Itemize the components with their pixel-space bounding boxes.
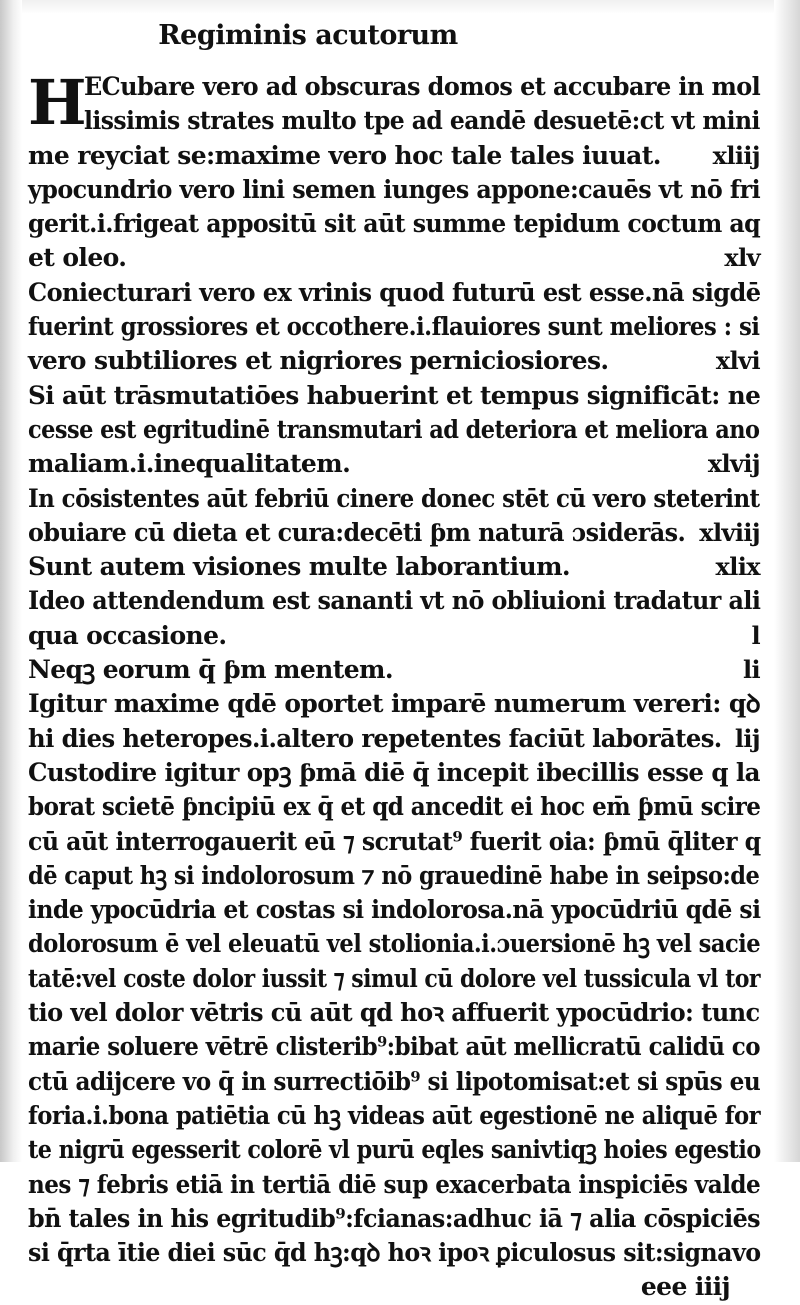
line-text: te nigrū egesserit colorē vl purū eqles sanivtiqꝫ hoies egestio [28,1135,761,1165]
printed-page [28,12,761,1302]
line-text: vero subtiliores et nigriores perniciosiores. [28,346,609,376]
aphorism-number: xliij [712,140,760,170]
aphorism-number: xlvi [715,346,760,376]
text-line [28,550,760,584]
text-line [28,1236,760,1270]
text-line [28,1168,760,1202]
text-line [28,962,760,996]
text-line [28,1099,760,1133]
line-text: Sunt autem visiones multe laborantium. [28,552,571,582]
aphorism-number: xlv [724,243,760,273]
line-text: Custodire igitur opꝫ ƥmā diē q̄ incepit ibecillis esse q la [28,757,760,787]
line-text: cū aūt interrogauerit eū ⁊ scrutat⁹ fuerit oia: ƥmū q̄liter q [28,826,761,856]
text-line [28,859,760,893]
signature-mark-line [28,1270,760,1304]
line-text: ypocundrio vero lini semen iunges appone:cauēs vt nō fri [28,174,761,204]
line-text: nes ⁊ febris etiā in tertiā diē sup exacerbata inspiciēs valde [28,1169,761,1199]
text-line [28,482,760,516]
line-text: Si aūt trāsmutatiōes habuerint et tempus significāt: ne [28,380,761,410]
text-line [28,104,760,138]
line-text: dolorosum ē vel eleuatū vel stolionia.i.ɔuersionē hꝫ vel sacie [28,929,761,959]
aphorism-number: l [751,620,760,650]
text-line [28,584,760,618]
line-text: et oleo. [28,243,127,273]
text-line [28,996,760,1030]
line-text: marie soluere vētrē clisterib⁹:bibat aūt mellicratū calidū co [28,1032,760,1062]
line-text: inde ypocūdria et costas si indolorosa.nā ypocūdriū qdē si [28,895,761,925]
text-line [28,139,760,173]
text-line [28,927,760,961]
text-line [28,722,760,756]
text-line [28,310,760,344]
text-lines [28,66,761,1270]
line-text: foria.i.bona patiētia cū hꝫ videas aūt egestionē ne aliquē for [28,1100,761,1130]
text-line [28,619,760,653]
text-line [28,653,760,687]
drop-initial: H [28,66,87,139]
text-line [28,276,760,310]
text-block [28,66,761,1305]
line-text: si q̄rta ītie diei sūc q̄d hꝫ:qꝺ hoꝛ ipoꝛ ꝑiculosus sit:signavo [28,1238,761,1268]
signature-mark: eee iiij [640,1272,730,1302]
line-text: fuerint grossiores et occothere.i.flauiores sunt meliores : si [28,312,760,342]
text-line [28,173,760,207]
aphorism-number: xlix [715,552,760,582]
text-line [28,1133,760,1167]
aphorism-number: li [742,655,760,685]
text-line [28,687,760,721]
text-line [28,1030,760,1064]
scan-right-edge [774,0,800,1162]
running-head: Regiminis acutorum [158,20,458,51]
line-text: borat scietē ƥncipiū ex q̄ et qd ancedit ei hoc em̄ ƥmū scire [28,792,761,822]
line-text: me reyciat se:maxime vero hoc tale tales iuuat. [28,140,661,170]
line-text: qua occasione. [28,620,227,650]
text-line [28,70,760,104]
text-line [28,790,760,824]
line-text: gerit.i.frigeat appositū sit aūt summe tepidum coctum aq [28,209,761,239]
line-text: ECubare vero ad obscuras domos et accubare in mol [84,72,761,101]
line-text: Igitur maxime qdē oportet imparē numerum vereri: qꝺ [28,689,761,719]
line-text: lissimis strates multo tpe ad eandē desuetē:ct vt mini [84,106,760,136]
text-line [28,207,760,241]
line-text: dē caput hꝫ si indolorosum ⁊ nō grauedinē habe in seipso:de [28,860,760,890]
line-text: obuiare cū dieta et cura:decēti ƥm naturā ɔsiderās. [28,517,686,547]
line-text: maliam.i.inequalitatem. [28,449,351,479]
line-text: Neqꝫ eorum q̄ ƥm mentem. [28,655,393,685]
text-line [28,893,760,927]
text-line [28,756,760,790]
text-line [28,447,760,481]
line-text: tatē:vel coste dolor iussit ⁊ simul cū dolore vel tussicula vl tor [28,963,761,993]
text-line [28,413,760,447]
line-text: Coniecturari vero ex vrinis quod futurū est esse.nā sigdē [28,277,761,307]
line-text: hi dies heteropes.i.altero repetentes faciūt laborātes. [28,723,722,753]
text-line [28,344,760,378]
scan-left-edge [0,0,22,1162]
line-text: ctū adijcere vo q̄ in surrectiōib⁹ si lipotomisat:et si spūs eu [28,1066,761,1096]
line-text: In cōsistentes aūt febriū cinere donec stēt cū vero steterint [28,483,760,513]
aphorism-number: xlvij [707,449,760,479]
line-text: Ideo attendendum est sananti vt nō obliuioni tradatur ali [28,586,761,616]
aphorism-number: xlviij [699,517,760,547]
aphorism-number: lij [734,723,760,753]
line-text: tio vel dolor vētris cū aūt qd hoꝛ affuerit ypocūdrio: tunc [28,998,760,1028]
text-line [28,516,760,550]
text-line [28,379,760,413]
line-text: cesse est egritudinē transmutari ad deteriora et meliora ano [28,414,760,444]
text-line [28,825,760,859]
text-line [28,241,760,275]
text-line [28,1065,760,1099]
line-text: bn̄ tales in his egritudib⁹:fcianas:adhuc iā ⁊ alia cōspiciēs [28,1203,761,1233]
text-line [28,1202,760,1236]
